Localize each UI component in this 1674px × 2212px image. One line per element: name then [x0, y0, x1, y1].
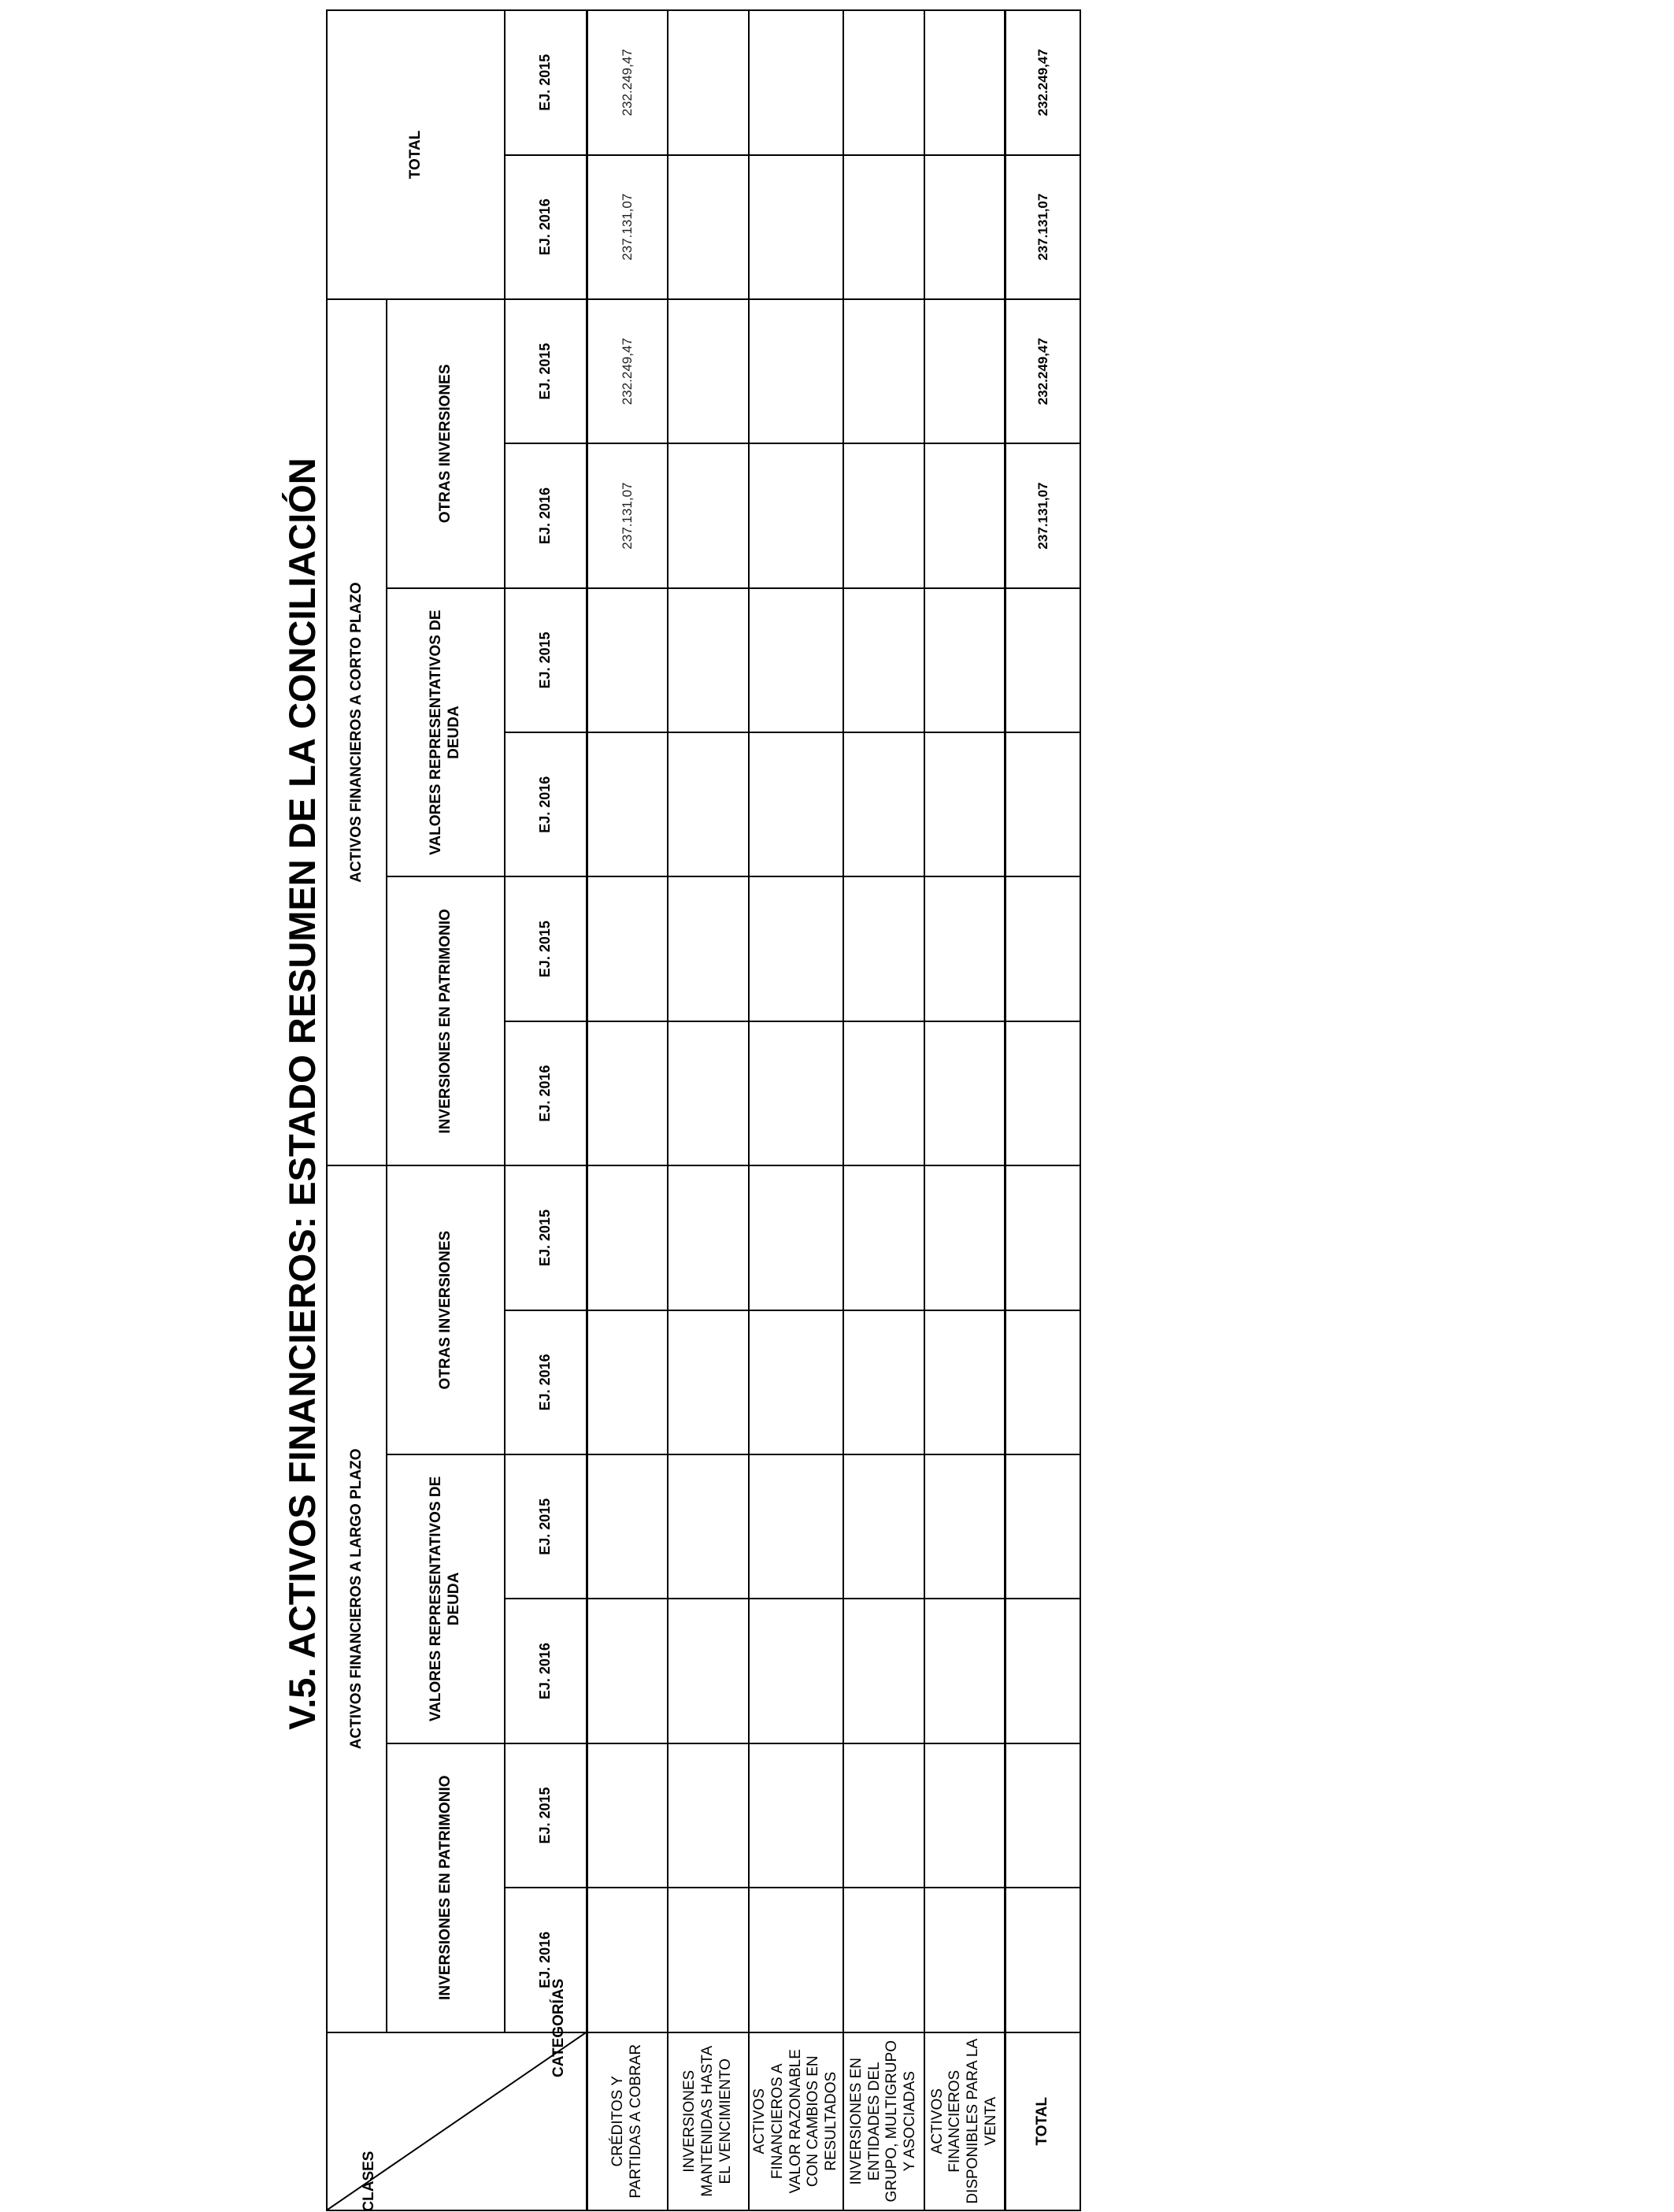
- table-cell: [749, 10, 843, 155]
- header-year-2016: EJ. 2016: [505, 1888, 587, 2032]
- table-cell: [587, 1743, 668, 1888]
- table-cell: [668, 1310, 749, 1454]
- total-cell: [1006, 1888, 1080, 2032]
- total-cell: [1006, 732, 1080, 876]
- table-cell: [843, 10, 924, 155]
- table-cell: [587, 1888, 668, 2032]
- total-cell: [1006, 1454, 1080, 1599]
- header-lp-otras-inversiones: OTRAS INVERSIONES: [387, 1165, 505, 1454]
- table-cell: [668, 1599, 749, 1743]
- table-row: [924, 10, 1006, 2210]
- table-cell: [843, 299, 924, 443]
- header-cp-otras-inversiones: OTRAS INVERSIONES: [387, 299, 505, 588]
- financial-assets-table: [326, 9, 1081, 2211]
- header-year-2015: EJ. 2015: [505, 10, 587, 155]
- row-label: INVERSIONES EN ENTIDADES DEL GRUPO, MULTIGRUPO Y ASOCIADAS: [843, 2032, 924, 2210]
- total-row-label: TOTAL: [1006, 2032, 1080, 2210]
- table-cell: [843, 1888, 924, 2032]
- table-row: [749, 10, 843, 2210]
- header-year-2016: EJ. 2016: [505, 1599, 587, 1743]
- table-cell: [668, 1743, 749, 1888]
- total-cell: [1006, 1165, 1080, 1310]
- row-label: CRÉDITOS Y PARTIDAS A COBRAR: [587, 2032, 668, 2210]
- table-cell: [668, 1021, 749, 1165]
- table-cell: [668, 155, 749, 299]
- header-year-2015: EJ. 2015: [505, 1454, 587, 1599]
- table-cell: [924, 155, 1006, 299]
- total-row: [1006, 10, 1080, 2210]
- header-clases: CLASES: [361, 2151, 377, 2212]
- total-cell: [1006, 1021, 1080, 1165]
- table-cell: [924, 10, 1006, 155]
- table-cell: [924, 1310, 1006, 1454]
- table-cell: [668, 1165, 749, 1310]
- table-row: [668, 10, 749, 2210]
- table-cell: [668, 10, 749, 155]
- table-cell: [749, 1743, 843, 1888]
- table-cell: [749, 1888, 843, 2032]
- table-cell: [668, 443, 749, 587]
- header-lp-inversiones-patrimonio: INVERSIONES EN PATRIMONIO: [387, 1743, 505, 2032]
- table-cell: [587, 1454, 668, 1599]
- table-cell: [924, 443, 1006, 587]
- table-cell: [749, 443, 843, 587]
- table-cell: 237.131,07: [587, 155, 668, 299]
- table-cell: [587, 588, 668, 732]
- table-cell: [668, 876, 749, 1021]
- table-cell: [843, 1454, 924, 1599]
- total-cell: 237.131,07: [1006, 155, 1080, 299]
- table-cell: [587, 1021, 668, 1165]
- total-cell: 232.249,47: [1006, 299, 1080, 443]
- table-cell: [749, 155, 843, 299]
- table-cell: [749, 732, 843, 876]
- table-cell: [843, 155, 924, 299]
- table-cell: [749, 1310, 843, 1454]
- table-cell: [924, 1599, 1006, 1743]
- total-cell: 232.249,47: [1006, 10, 1080, 155]
- total-cell: [1006, 588, 1080, 732]
- table-cell: [749, 876, 843, 1021]
- header-largo-plazo: ACTIVOS FINANCIEROS A LARGO PLAZO: [327, 1165, 387, 2032]
- table-row: [843, 10, 924, 2210]
- header-year-2015: EJ. 2015: [505, 1743, 587, 1888]
- table-cell: [924, 299, 1006, 443]
- table-cell: [843, 1743, 924, 1888]
- table-cell: 232.249,47: [587, 299, 668, 443]
- table-cell: [587, 876, 668, 1021]
- header-lp-valores-deuda: VALORES REPRESENTATIVOS DE DEUDA: [387, 1454, 505, 1743]
- financial-table-container: [326, 9, 1051, 2212]
- table-cell: [668, 299, 749, 443]
- table-cell: [843, 588, 924, 732]
- table-cell: [924, 876, 1006, 1021]
- table-cell: [843, 732, 924, 876]
- total-cell: [1006, 1310, 1080, 1454]
- table-cell: [587, 1165, 668, 1310]
- total-cell: 237.131,07: [1006, 443, 1080, 587]
- table-cell: [668, 1454, 749, 1599]
- table-cell: [924, 1888, 1006, 2032]
- header-year-2016: EJ. 2016: [505, 732, 587, 876]
- table-cell: [668, 1888, 749, 2032]
- header-year-2016: EJ. 2016: [505, 443, 587, 587]
- table-cell: [749, 299, 843, 443]
- table-row: [587, 10, 668, 2210]
- table-cell: [668, 732, 749, 876]
- table-cell: [587, 1599, 668, 1743]
- header-year-2016: EJ. 2016: [505, 1021, 587, 1165]
- header-year-2016: EJ. 2016: [505, 1310, 587, 1454]
- row-label: ACTIVOS FINANCIEROS DISPONIBLES PARA LA VENTA: [924, 2032, 1006, 2210]
- table-cell: [749, 1021, 843, 1165]
- table-cell: [587, 732, 668, 876]
- row-label: ACTIVOS FINANCIEROS A VALOR RAZONABLE CON CAMBIOS EN RESULTADOS: [749, 2032, 843, 2210]
- header-year-2015: EJ. 2015: [505, 299, 587, 443]
- table-cell: [749, 1599, 843, 1743]
- table-cell: [843, 1021, 924, 1165]
- table-cell: [924, 1021, 1006, 1165]
- table-cell: [924, 1743, 1006, 1888]
- table-cell: [924, 1165, 1006, 1310]
- table-cell: [587, 1310, 668, 1454]
- header-categorias: CATEGORÍAS: [550, 1978, 567, 2077]
- header-cp-inversiones-patrimonio: INVERSIONES EN PATRIMONIO: [387, 876, 505, 1165]
- row-label: INVERSIONES MANTENIDAS HASTA EL VENCIMIENTO: [668, 2032, 749, 2210]
- table-cell: [843, 1599, 924, 1743]
- table-cell: [749, 588, 843, 732]
- table-cell: [668, 588, 749, 732]
- total-cell: [1006, 876, 1080, 1021]
- total-cell: [1006, 1743, 1080, 1888]
- total-cell: [1006, 1599, 1080, 1743]
- table-cell: [924, 1454, 1006, 1599]
- table-cell: 232.249,47: [587, 10, 668, 155]
- table-cell: [924, 588, 1006, 732]
- header-corto-plazo: ACTIVOS FINANCIEROS A CORTO PLAZO: [327, 299, 387, 1165]
- table-cell: [843, 876, 924, 1021]
- header-year-2015: EJ. 2015: [505, 588, 587, 732]
- table-cell: [843, 1165, 924, 1310]
- table-cell: [749, 1165, 843, 1310]
- table-cell: 237.131,07: [587, 443, 668, 587]
- table-cell: [843, 443, 924, 587]
- header-year-2015: EJ. 2015: [505, 1165, 587, 1310]
- table-cell: [749, 1454, 843, 1599]
- table-cell: [924, 732, 1006, 876]
- table-corner-header: [327, 1978, 587, 2212]
- header-year-2015: EJ. 2015: [505, 876, 587, 1021]
- header-cp-valores-deuda: VALORES REPRESENTATIVOS DE DEUDA: [387, 588, 505, 877]
- table-cell: [843, 1310, 924, 1454]
- page-title: V.5. ACTIVOS FINANCIEROS: ESTADO RESUMEN DE LA CONCILIACIÓN: [281, 458, 323, 1730]
- header-year-2016: EJ. 2016: [505, 155, 587, 299]
- header-total: TOTAL: [327, 10, 505, 299]
